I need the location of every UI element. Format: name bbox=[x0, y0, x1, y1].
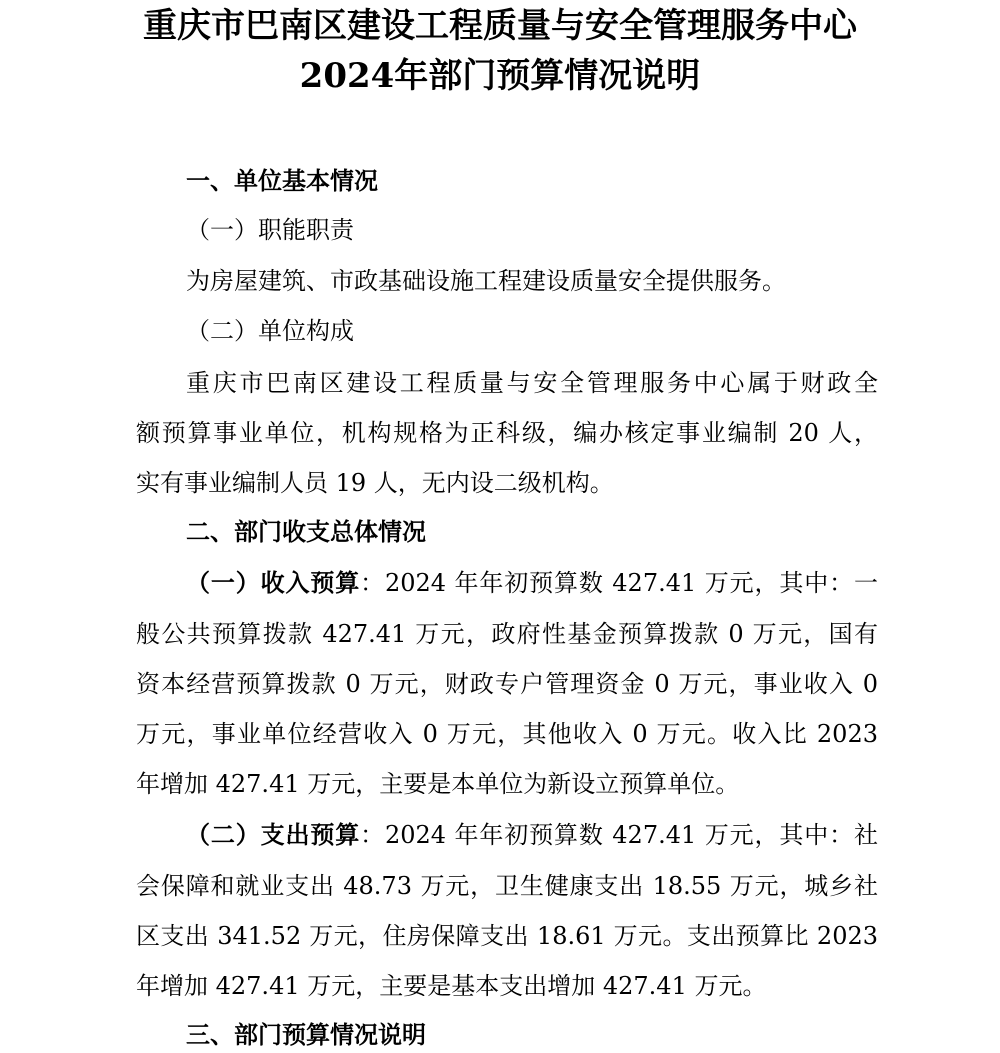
expense-line2: 会保障和就业支出 48.73 万元，卫生健康支出 18.55 万元，城乡社 bbox=[136, 872, 878, 900]
document-title-line1: 重庆市巴南区建设工程质量与安全管理服务中心 bbox=[143, 6, 857, 46]
section1-sub2-line2: 额预算事业单位，机构规格为正科级，编办核定事业编制 20 人， bbox=[136, 419, 878, 447]
income-line4: 万元，事业单位经营收入 0 万元，其他收入 0 万元。收入比 2023 bbox=[136, 720, 878, 748]
section1-sub1-heading: （一）职能职责 bbox=[186, 216, 354, 244]
section3-heading: 三、部门预算情况说明 bbox=[186, 1021, 426, 1049]
section1-sub2-line1: 重庆市巴南区建设工程质量与安全管理服务中心属于财政全 bbox=[186, 369, 878, 397]
section1-sub2-line3: 实有事业编制人员 19 人，无内设二级机构。 bbox=[136, 469, 614, 497]
expense-line3: 区支出 341.52 万元，住房保障支出 18.61 万元。支出预算比 2023 bbox=[136, 922, 878, 950]
expense-lead: （二）支出预算 bbox=[186, 821, 361, 849]
expense-line1 bbox=[186, 818, 878, 852]
income-line3: 资本经营预算拨款 0 万元，财政专户管理资金 0 万元，事业收入 0 bbox=[136, 670, 878, 698]
section2-heading: 二、部门收支总体情况 bbox=[186, 518, 426, 546]
income-lead: （一）收入预算 bbox=[186, 569, 361, 597]
income-line1-rest: ：2024 年年初预算数 427.41 万元，其中：一 bbox=[360, 569, 878, 597]
income-line5: 年增加 427.41 万元，主要是本单位为新设立预算单位。 bbox=[136, 770, 740, 798]
expense-line1-rest: ：2024 年年初预算数 427.41 万元，其中：社 bbox=[360, 821, 878, 849]
section1-sub2-heading: （二）单位构成 bbox=[186, 317, 354, 345]
expense-line4: 年增加 427.41 万元，主要是基本支出增加 427.41 万元。 bbox=[136, 972, 767, 1000]
document-title-line2: 2024年部门预算情况说明 bbox=[299, 56, 701, 96]
section1-sub1-text: 为房屋建筑、市政基础设施工程建设质量安全提供服务。 bbox=[186, 267, 786, 295]
income-line2: 般公共预算拨款 427.41 万元，政府性基金预算拨款 0 万元，国有 bbox=[136, 620, 878, 648]
section1-heading: 一、单位基本情况 bbox=[186, 167, 378, 195]
income-line1 bbox=[186, 566, 878, 600]
